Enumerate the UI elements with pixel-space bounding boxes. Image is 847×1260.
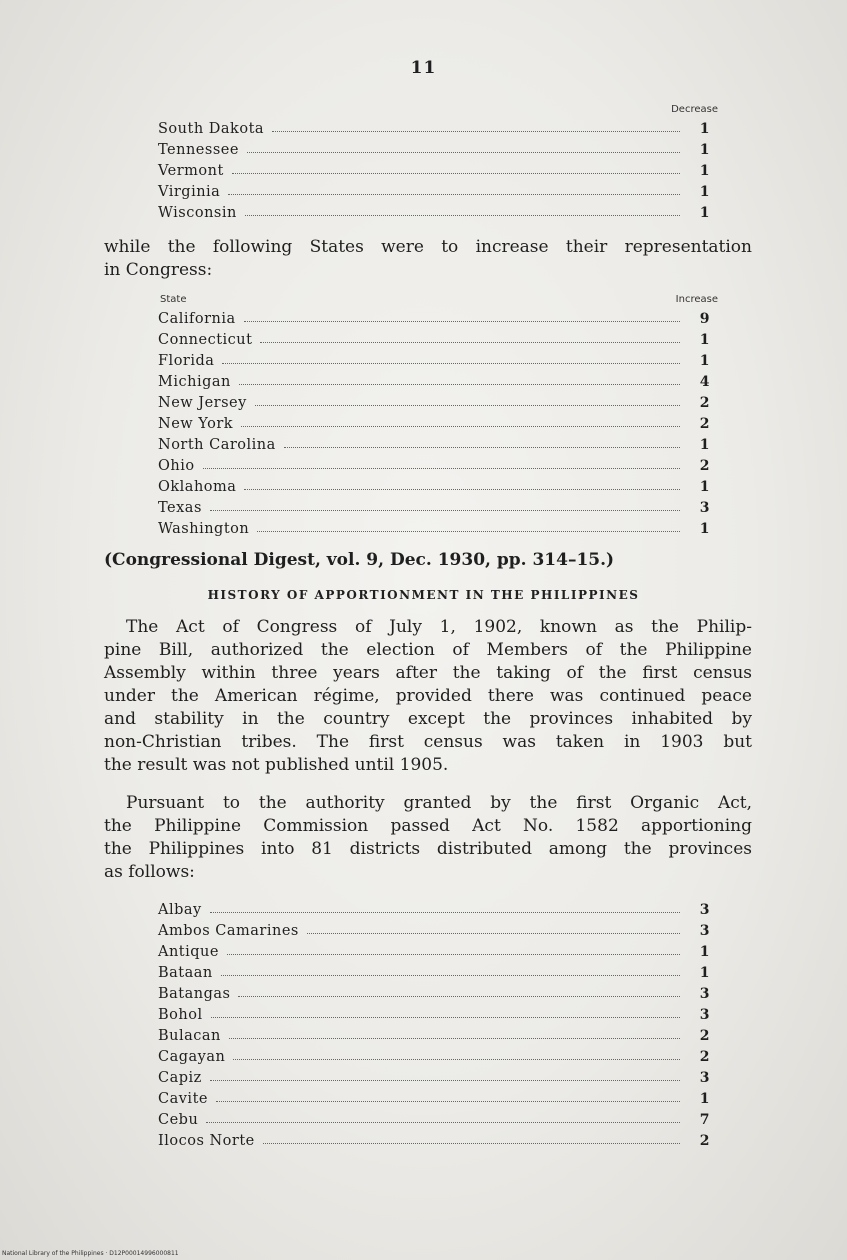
table-row bbox=[158, 1023, 718, 1044]
state-column-header: State bbox=[160, 294, 187, 305]
row-name: Antique bbox=[158, 944, 219, 960]
row-name: Ambos Camarines bbox=[158, 923, 299, 939]
row-value: 3 bbox=[699, 902, 710, 918]
dot-leader bbox=[245, 215, 680, 216]
table-row bbox=[158, 516, 718, 537]
row-value: 3 bbox=[699, 923, 710, 939]
row-name: Batangas bbox=[158, 986, 231, 1002]
row-value: 3 bbox=[699, 1007, 710, 1023]
row-value: 1 bbox=[699, 353, 710, 369]
text-line: non-Christian tribes. The first census was taken in 1903 but bbox=[104, 732, 752, 752]
row-name: Florida bbox=[158, 353, 215, 369]
row-value: 1 bbox=[699, 479, 710, 495]
row-value: 1 bbox=[699, 184, 710, 200]
table-row bbox=[158, 369, 718, 390]
table-row bbox=[158, 1107, 718, 1128]
row-value: 2 bbox=[699, 1049, 710, 1065]
row-name: Ilocos Norte bbox=[158, 1133, 255, 1149]
table-row bbox=[158, 327, 718, 348]
row-name: Texas bbox=[158, 500, 202, 516]
dot-leader bbox=[233, 1059, 680, 1060]
row-value: 1 bbox=[699, 332, 710, 348]
row-value: 1 bbox=[699, 163, 710, 179]
table-row bbox=[158, 137, 718, 158]
table-row bbox=[158, 1002, 718, 1023]
table-row bbox=[158, 1065, 718, 1086]
dot-leader bbox=[241, 426, 680, 427]
paragraph-organic-act bbox=[104, 792, 752, 884]
decrease-column-header: Decrease bbox=[671, 104, 718, 115]
dot-leader bbox=[284, 447, 680, 448]
row-name: California bbox=[158, 311, 236, 327]
dot-leader bbox=[244, 489, 680, 490]
dot-leader bbox=[232, 173, 680, 174]
table-row bbox=[158, 411, 718, 432]
table-row bbox=[158, 1044, 718, 1065]
row-value: 2 bbox=[699, 1133, 710, 1149]
increase-table bbox=[158, 294, 718, 537]
row-name: Albay bbox=[158, 902, 202, 918]
dot-leader bbox=[210, 510, 680, 511]
table-row bbox=[158, 306, 718, 327]
provinces-table bbox=[158, 897, 718, 1149]
dot-leader bbox=[257, 531, 680, 532]
dot-leader bbox=[203, 468, 680, 469]
row-name: Bohol bbox=[158, 1007, 203, 1023]
row-value: 1 bbox=[699, 121, 710, 137]
text-line: under the American régime, provided there was continued peace bbox=[104, 686, 752, 706]
table-row bbox=[158, 495, 718, 516]
row-value: 2 bbox=[699, 395, 710, 411]
row-name: New Jersey bbox=[158, 395, 247, 411]
row-value: 3 bbox=[699, 500, 710, 516]
text-line: the Philippines into 81 districts distributed among the provinces bbox=[104, 839, 752, 859]
dot-leader bbox=[211, 1017, 680, 1018]
intro-paragraph bbox=[104, 236, 752, 282]
row-name: Cavite bbox=[158, 1091, 208, 1107]
dot-leader bbox=[247, 152, 680, 153]
text-line: the result was not published until 1905. bbox=[104, 755, 449, 775]
table-row bbox=[158, 897, 718, 918]
table-row bbox=[158, 453, 718, 474]
row-name: Washington bbox=[158, 521, 250, 537]
dot-leader bbox=[210, 1080, 680, 1081]
table-row bbox=[158, 432, 718, 453]
row-name: South Dakota bbox=[158, 121, 265, 137]
section-heading: HISTORY OF APPORTIONMENT IN THE PHILIPPINES bbox=[207, 588, 640, 602]
table-row bbox=[158, 158, 718, 179]
row-name: Bataan bbox=[158, 965, 213, 981]
dot-leader bbox=[210, 912, 680, 913]
table-row bbox=[158, 1086, 718, 1107]
text-line: as follows: bbox=[104, 862, 195, 882]
row-value: 4 bbox=[699, 374, 710, 390]
row-value: 1 bbox=[699, 1091, 710, 1107]
table-row bbox=[158, 390, 718, 411]
text-line: Pursuant to the authority granted by the first Organic Act, bbox=[126, 793, 752, 813]
row-value: 9 bbox=[699, 311, 710, 327]
row-name: Connecticut bbox=[158, 332, 253, 348]
text-line: Assembly within three years after the taking of the first census bbox=[104, 663, 752, 683]
dot-leader bbox=[221, 975, 680, 976]
dot-leader bbox=[206, 1122, 680, 1123]
table-row bbox=[158, 116, 718, 137]
row-name: North Carolina bbox=[158, 437, 276, 453]
dot-leader bbox=[228, 194, 680, 195]
row-value: 1 bbox=[699, 521, 710, 537]
row-value: 2 bbox=[699, 416, 710, 432]
table-row bbox=[158, 179, 718, 200]
dot-leader bbox=[307, 933, 680, 934]
dot-leader bbox=[263, 1143, 680, 1144]
dot-leader bbox=[229, 1038, 680, 1039]
row-name: Ohio bbox=[158, 458, 195, 474]
row-value: 2 bbox=[699, 1028, 710, 1044]
table-row bbox=[158, 981, 718, 1002]
dot-leader bbox=[227, 954, 680, 955]
page-number: 11 bbox=[410, 58, 437, 78]
table-row bbox=[158, 960, 718, 981]
citation: (Congressional Digest, vol. 9, Dec. 1930, pp. 314–15.) bbox=[104, 550, 615, 570]
dot-leader bbox=[272, 131, 680, 132]
row-value: 3 bbox=[699, 1070, 710, 1086]
row-value: 1 bbox=[699, 205, 710, 221]
row-value: 7 bbox=[699, 1112, 710, 1128]
decrease-table bbox=[158, 104, 718, 221]
table-row bbox=[158, 1128, 718, 1149]
row-name: Tennessee bbox=[158, 142, 239, 158]
text-line: while the following States were to increase their representation bbox=[104, 237, 752, 257]
dot-leader bbox=[222, 363, 680, 364]
table-row bbox=[158, 200, 718, 221]
row-value: 1 bbox=[699, 437, 710, 453]
row-name: Cagayan bbox=[158, 1049, 226, 1065]
dot-leader bbox=[216, 1101, 680, 1102]
dot-leader bbox=[260, 342, 680, 343]
row-name: Vermont bbox=[158, 163, 224, 179]
row-name: New York bbox=[158, 416, 234, 432]
text-line: The Act of Congress of July 1, 1902, known as the Philip- bbox=[126, 617, 752, 637]
row-name: Oklahoma bbox=[158, 479, 237, 495]
table-row bbox=[158, 348, 718, 369]
row-name: Michigan bbox=[158, 374, 231, 390]
text-line: in Congress: bbox=[104, 260, 213, 280]
table-row bbox=[158, 474, 718, 495]
row-name: Virginia bbox=[158, 184, 221, 200]
row-name: Bulacan bbox=[158, 1028, 221, 1044]
dot-leader bbox=[238, 996, 680, 997]
dot-leader bbox=[239, 384, 680, 385]
row-name: Wisconsin bbox=[158, 205, 237, 221]
row-value: 1 bbox=[699, 944, 710, 960]
row-name: Capiz bbox=[158, 1070, 202, 1086]
table-row bbox=[158, 918, 718, 939]
increase-column-header: Increase bbox=[675, 294, 718, 305]
row-value: 1 bbox=[699, 142, 710, 158]
row-value: 2 bbox=[699, 458, 710, 474]
dot-leader bbox=[255, 405, 680, 406]
row-name: Cebu bbox=[158, 1112, 199, 1128]
table-row bbox=[158, 939, 718, 960]
row-value: 1 bbox=[699, 965, 710, 981]
row-value: 3 bbox=[699, 986, 710, 1002]
text-line: the Philippine Commission passed Act No. 1582 apportioning bbox=[104, 816, 752, 836]
text-line: and stability in the country except the provinces inhabited by bbox=[104, 709, 752, 729]
footer-stamp: National Library of the Philippines · D12P00014996000811 bbox=[2, 1250, 179, 1257]
text-line: pine Bill, authorized the election of Members of the Philippine bbox=[104, 640, 752, 660]
dot-leader bbox=[244, 321, 680, 322]
paragraph-apportionment-history bbox=[104, 616, 752, 777]
